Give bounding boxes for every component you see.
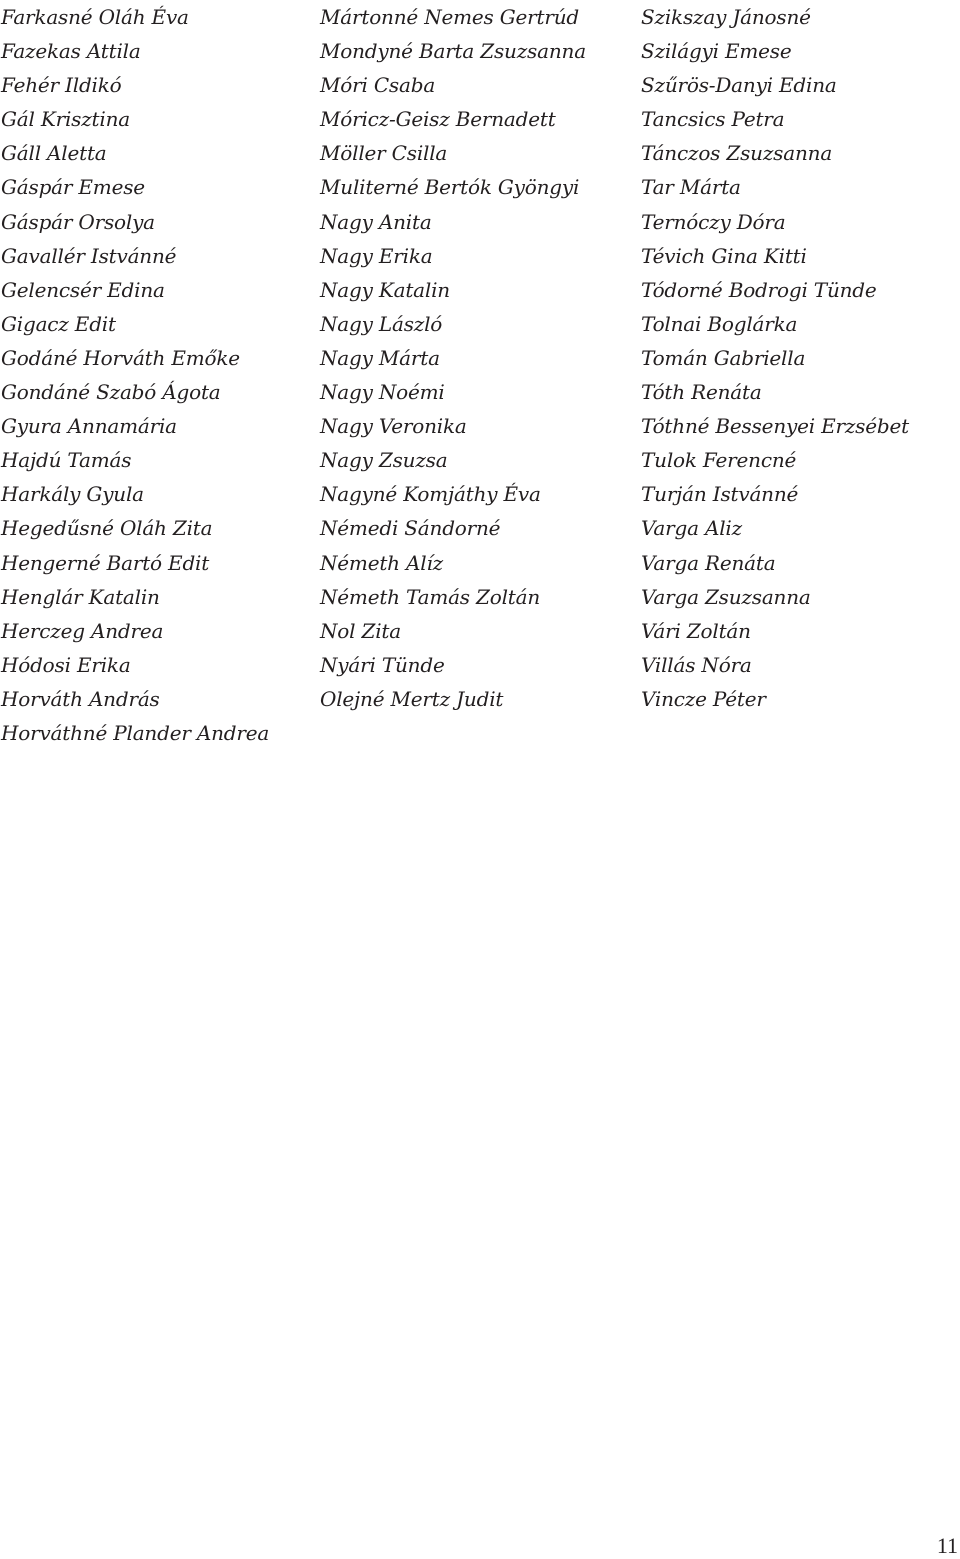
name-entry: Tóth Renáta	[641, 380, 762, 405]
name-entry: Farkasné Oláh Éva	[1, 5, 189, 29]
name-entry: Némedi Sándorné	[320, 516, 501, 541]
name-entry: Nagy Veronika	[320, 414, 467, 439]
name-entry: Horváthné Plander Andrea	[1, 720, 270, 745]
name-entry: Gáspár Orsolya	[1, 209, 155, 234]
name-entry: Tomán Gabriella	[641, 345, 806, 370]
name-entry: Szilágyi Emese	[641, 39, 792, 64]
name-entry: Nyári Tünde	[320, 652, 445, 677]
name-entry: Möller Csilla	[320, 141, 448, 166]
name-entry: Tar Márta	[641, 175, 741, 200]
name-entry: Nagy Erika	[320, 243, 433, 268]
name-entry: Vári Zoltán	[641, 618, 751, 643]
name-entry: Nagy László	[320, 311, 443, 336]
name-entry: Tódorné Bodrogi Tünde	[641, 277, 877, 302]
name-entry: Godáné Horváth Emőke	[1, 345, 240, 370]
name-entry: Turján Istvánné	[641, 482, 799, 507]
name-entry: Ternóczy Dóra	[641, 209, 786, 234]
name-entry: Szikszay Jánosné	[641, 5, 811, 29]
name-entry: Gelencsér Edina	[1, 277, 165, 302]
name-entry: Varga Zsuzsanna	[641, 584, 811, 609]
name-entry: Varga Aliz	[641, 516, 742, 541]
name-entry: Nagy Noémi	[320, 380, 445, 405]
name-entry: Hódosi Erika	[1, 652, 131, 677]
name-entry: Henglár Katalin	[1, 584, 160, 609]
name-entry: Gyura Annamária	[1, 414, 177, 439]
name-column-1	[1, 0, 269, 750]
name-entry: Gáll Aletta	[1, 141, 107, 166]
name-entry: Nagy Katalin	[320, 277, 450, 302]
name-entry: Tulok Ferencné	[641, 448, 797, 473]
name-entry: Tévich Gina Kitti	[641, 243, 807, 268]
name-entry: Herczeg Andrea	[1, 618, 164, 643]
name-entry: Tolnai Boglárka	[641, 311, 798, 336]
name-entry: Hajdú Tamás	[1, 448, 132, 473]
name-column-2	[320, 0, 586, 716]
name-entry: Nagy Márta	[320, 345, 440, 370]
name-entry: Nagy Zsuzsa	[320, 448, 448, 473]
page-number: 11	[936, 1533, 958, 1558]
name-entry: Nol Zita	[320, 618, 401, 643]
name-entry: Fazekas Attila	[1, 39, 141, 64]
name-entry: Nagyné Komjáthy Éva	[320, 482, 541, 507]
name-entry: Tóthné Bessenyei Erzsébet	[641, 414, 909, 439]
name-entry: Villás Nóra	[641, 652, 752, 677]
name-entry: Vincze Péter	[641, 686, 766, 711]
name-entry: Móricz-Geisz Bernadett	[320, 107, 556, 132]
name-column-3	[641, 0, 909, 716]
name-entry: Muliterné Bertók Gyöngyi	[320, 175, 580, 200]
name-entry: Gavallér Istvánné	[1, 243, 177, 268]
name-entry: Gáspár Emese	[1, 175, 145, 200]
name-entry: Tánczos Zsuzsanna	[641, 141, 833, 166]
name-entry: Gondáné Szabó Ágota	[1, 380, 221, 405]
name-entry: Móri Csaba	[320, 73, 436, 98]
name-entry: Horváth András	[1, 686, 160, 711]
name-entry: Hengerné Bartó Edit	[1, 550, 210, 575]
name-entry: Szűrös-Danyi Edina	[641, 73, 837, 98]
name-entry: Nagy Anita	[320, 209, 432, 234]
name-entry: Mártonné Nemes Gertrúd	[320, 5, 580, 29]
name-entry: Gigacz Edit	[1, 311, 116, 336]
name-entry: Németh Alíz	[320, 550, 443, 575]
name-entry: Németh Tamás Zoltán	[320, 584, 541, 609]
name-entry: Harkály Gyula	[1, 482, 144, 507]
name-entry: Tancsics Petra	[641, 107, 785, 132]
name-entry: Mondyné Barta Zsuzsanna	[320, 39, 586, 64]
name-entry: Olejné Mertz Judit	[320, 686, 504, 711]
name-entry: Fehér Ildikó	[1, 73, 122, 98]
name-entry: Hegedűsné Oláh Zita	[1, 516, 213, 541]
name-entry: Gál Krisztina	[1, 107, 130, 132]
name-entry: Varga Renáta	[641, 550, 776, 575]
